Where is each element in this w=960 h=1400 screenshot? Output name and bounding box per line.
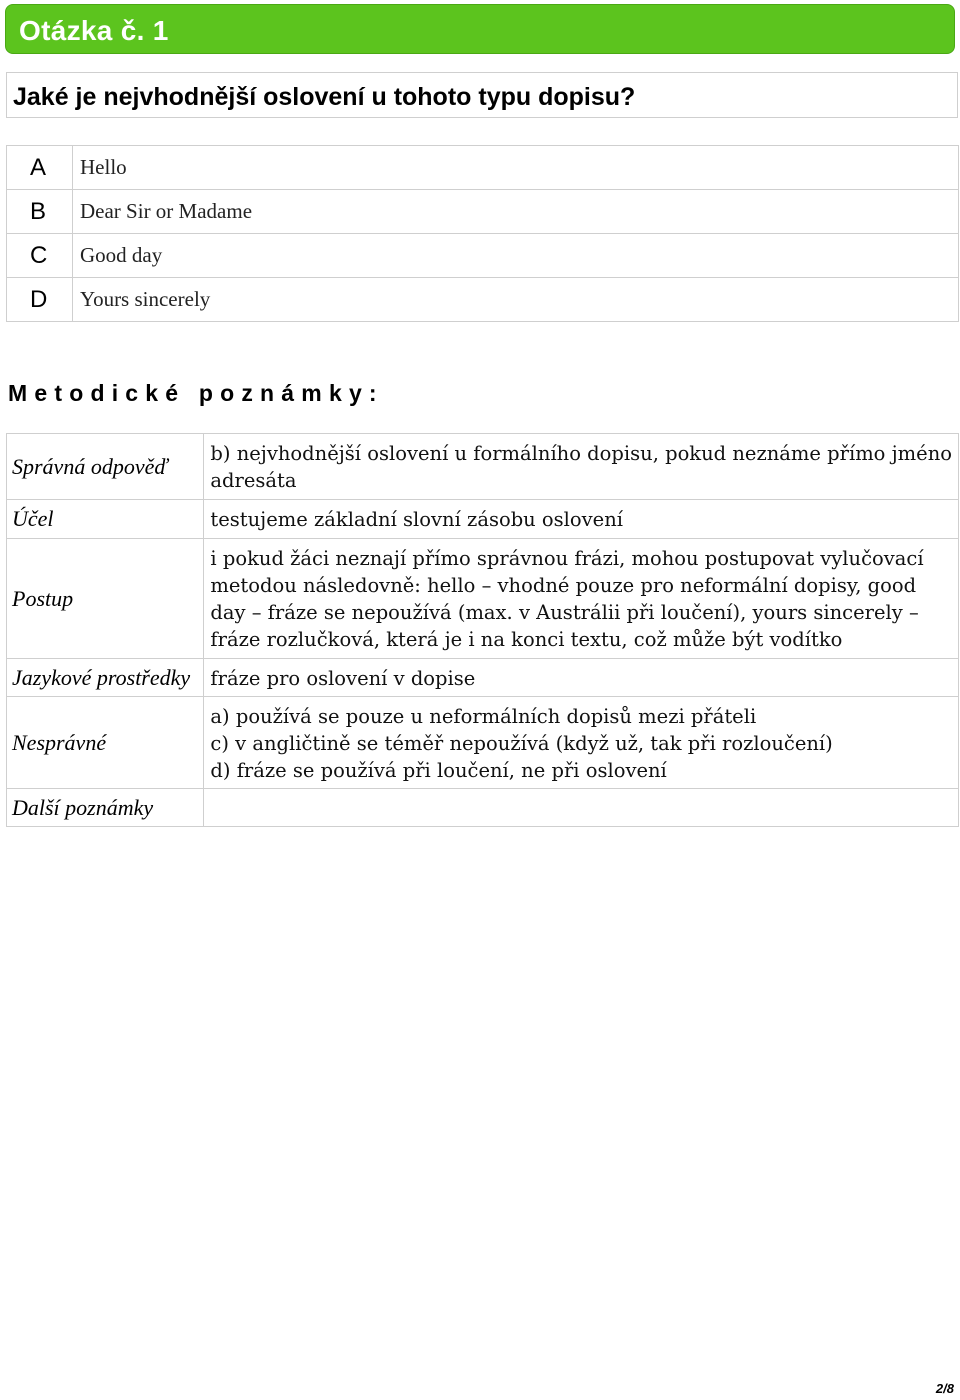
option-letter: D [7, 278, 73, 322]
notes-line: day – fráze se nepoužívá (max. v Austrálii při loučení), yours sincerely – [210, 601, 919, 624]
answer-option-a[interactable] [7, 146, 959, 190]
question-box [6, 72, 958, 118]
question-text: Jaké je nejvhodnější oslovení u tohoto typu dopisu? [13, 83, 636, 111]
notes-line: adresáta [210, 469, 297, 492]
notes-label: Správná odpověď [7, 434, 204, 500]
notes-line: c) v angličtině se téměř nepoužívá (když už, tak při rozloučení) [210, 732, 833, 755]
notes-line: b) nejvhodnější oslovení u formálního dopisu, pokud neznáme přímo jméno [210, 442, 952, 465]
answer-option-b[interactable] [7, 190, 959, 234]
answer-option-c[interactable] [7, 234, 959, 278]
notes-line: a) používá se pouze u neformálních dopisů mezi přáteli [210, 705, 757, 728]
question-header [5, 4, 955, 54]
notes-row-correct-answer [7, 434, 959, 500]
option-letter: B [7, 190, 73, 234]
option-text: Yours sincerely [73, 278, 959, 322]
notes-value [204, 500, 959, 539]
notes-value [204, 539, 959, 659]
notes-row-procedure [7, 539, 959, 659]
option-letter: C [7, 234, 73, 278]
notes-value [204, 789, 959, 827]
notes-value [204, 659, 959, 697]
notes-row-incorrect [7, 697, 959, 789]
option-text: Good day [73, 234, 959, 278]
notes-line: i pokud žáci neznají přímo správnou frázi, mohou postupovat vylučovací [210, 547, 924, 570]
option-letter: A [7, 146, 73, 190]
notes-value [204, 697, 959, 789]
notes-line: fráze rozlučková, která je i na konci textu, což může být vodítko [210, 628, 843, 651]
page-number: 2/8 [935, 1381, 954, 1396]
notes-line: testujeme základní slovní zásobu oslovení [210, 508, 624, 531]
notes-label: Nesprávné [7, 697, 204, 789]
option-text: Hello [73, 146, 959, 190]
question-number: Otázka č. 1 [19, 15, 169, 46]
notes-line: d) fráze se používá při loučení, ne při oslovení [210, 759, 667, 782]
notes-line: fráze pro oslovení v dopise [210, 667, 476, 690]
notes-label: Jazykové prostředky [7, 659, 204, 697]
option-text: Dear Sir or Madame [73, 190, 959, 234]
notes-row-language-means [7, 659, 959, 697]
notes-row-purpose [7, 500, 959, 539]
answer-options-table [6, 145, 959, 322]
notes-label: Další poznámky [7, 789, 204, 827]
notes-title: Metodické poznámky: [8, 380, 384, 406]
answer-option-d[interactable] [7, 278, 959, 322]
notes-line: metodou následovně: hello – vhodné pouze pro neformální dopisy, good [210, 574, 917, 597]
notes-value [204, 434, 959, 500]
notes-label: Účel [7, 500, 204, 539]
notes-table [6, 433, 959, 827]
notes-label: Postup [7, 539, 204, 659]
notes-row-other-notes [7, 789, 959, 827]
